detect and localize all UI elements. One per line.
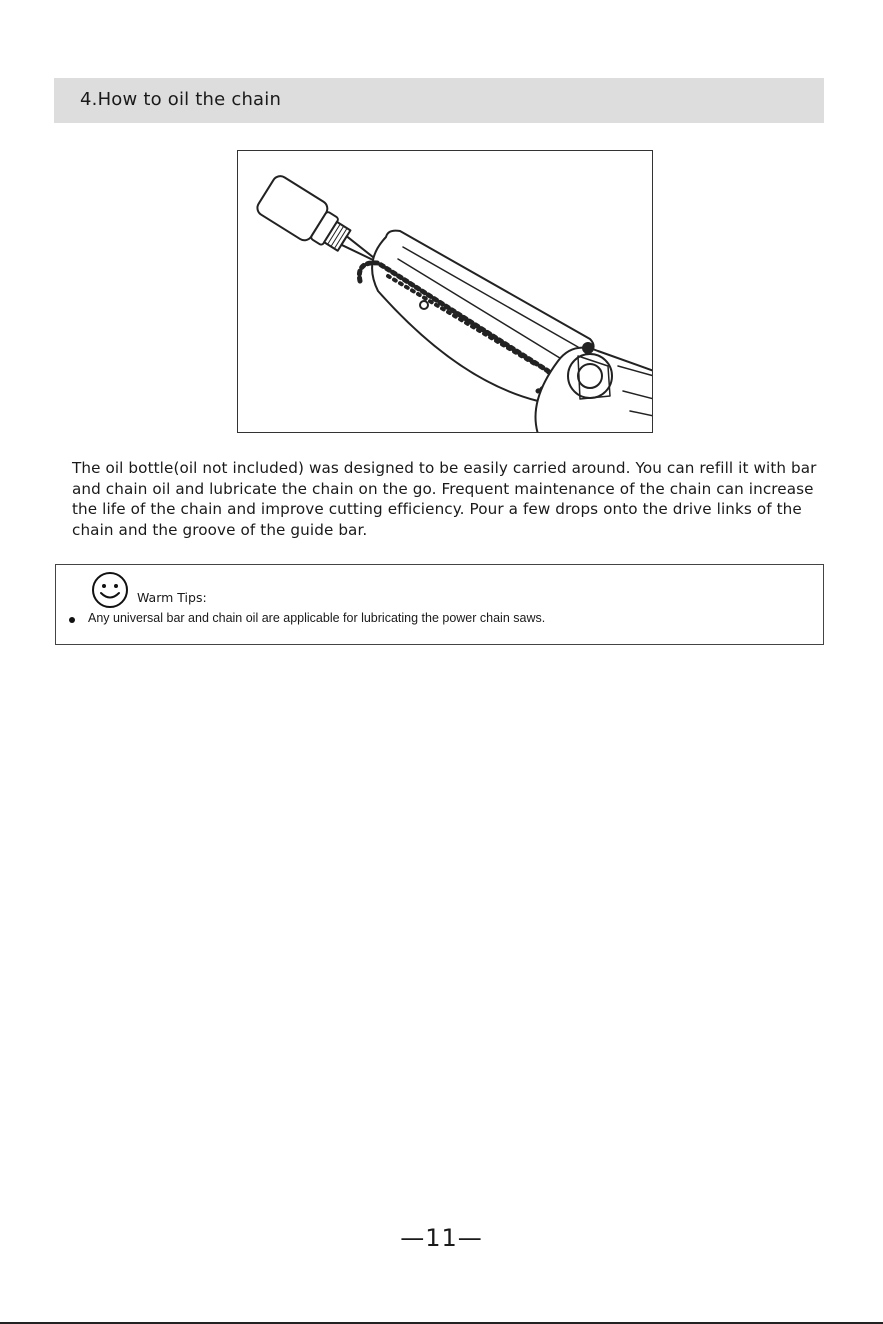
bullet-dot [69,617,75,623]
tip-item: Any universal bar and chain oil are applicable for lubricating the power chain saws. [88,611,546,625]
chainsaw-oiling-figure [237,150,653,433]
warm-tips-box [55,564,824,645]
section-header [54,78,824,123]
section-title: 4.How to oil the chain [80,89,282,110]
chainsaw-oiling-illustration [238,151,653,433]
smiley-icon [90,570,130,610]
page-number: —11— [400,1224,483,1252]
warm-tips-title: Warm Tips: [137,590,207,605]
instruction-paragraph: The oil bottle(oil not included) was designed to be easily carried around. You can refill it with bar and chain oil and lubricate the chain on the go. Frequent maintenance of the chain can increase the life of the chain and improve cutting efficiency. Pour a few drops onto the drive links of the chain and the groove of the guide bar. [72,459,817,539]
